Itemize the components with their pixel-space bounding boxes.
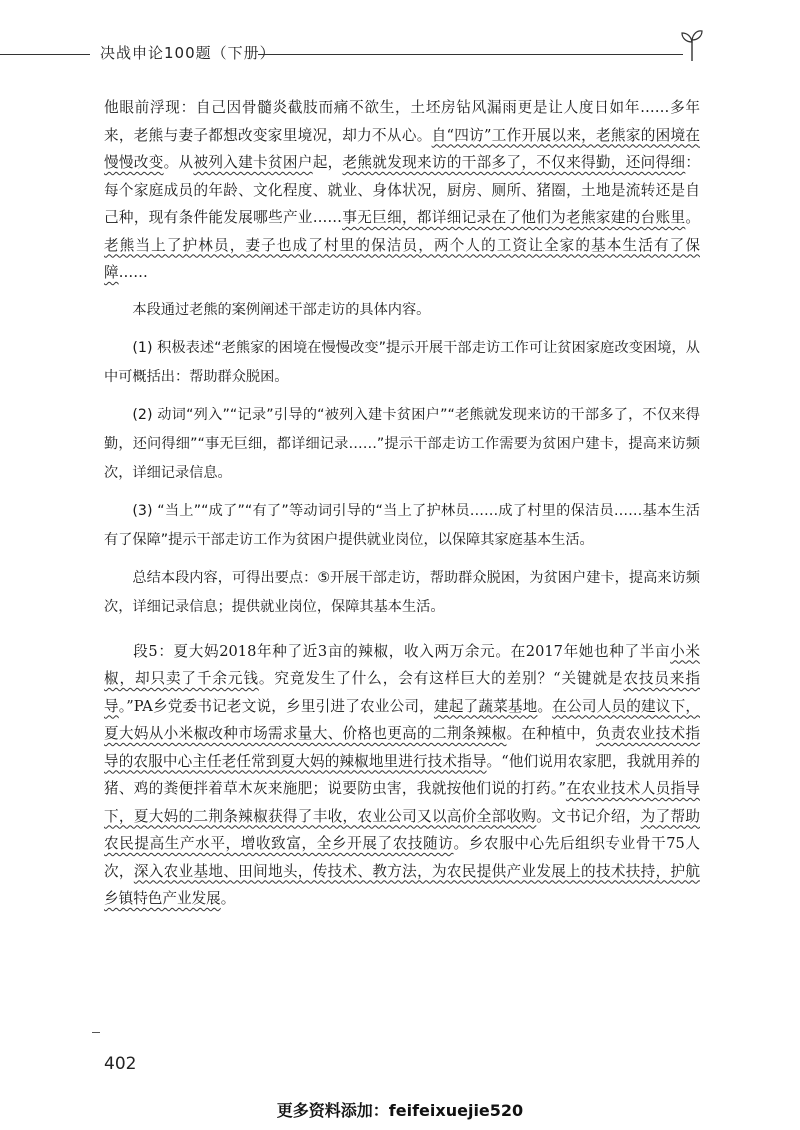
source-paragraph-4 xyxy=(104,94,700,287)
analysis-point-3: (3) “当上”“成了”“有了”等动词引导的“当上了护林员……成了村里的保洁员……基本生活有了保障”提示干部走访工作为贫困户提供就业岗位，以保障其家庭基本生活。 xyxy=(104,502,700,548)
underlined-phrase: 深入农业基地、田间地头，传技术、教方法，为农民提供产业发展上的技术扶持，护航乡镇特色产业发展 xyxy=(104,862,700,907)
text-segment: 。究竟发生了什么，会有这样巨大的差别？“关键就是 xyxy=(258,670,624,687)
analysis-point-1: (1) 积极表述“老熊家的困境在慢慢改变”提示开展干部走访工作可让贫困家庭改变困境，从中可概括出：帮助群众脱困。 xyxy=(104,339,700,385)
underlined-phrase: 为了帮助农民提高生产水平，增收致富，全乡开展了农技随访 xyxy=(104,807,700,852)
underlined-phrase: 老熊当上了护林员，妻子也成了村里的保洁员，两个人的工资让全家的基本生活有了保障 xyxy=(104,236,700,281)
underlined-phrase: 在公司人员的建议下，夏大妈从小米椒改种市场需求量大、价格也更高的二荆条辣椒 xyxy=(104,697,700,742)
underlined-phrase: 在农业技术人员指导下，夏大妈的二荆条辣椒获得了丰收，农业公司又以高价全部收购 xyxy=(104,780,700,825)
text-segment: 。乡农服中心先后组织专业骨干75人次， xyxy=(104,835,700,880)
margin-mark xyxy=(92,1032,100,1033)
underlined-phrase: 农技员来指导 xyxy=(104,670,700,715)
text-segment: 起， xyxy=(312,154,343,171)
text-segment: 。 xyxy=(685,209,700,226)
text-segment: ：每个家庭成员的年龄、文化程度、就业、身体状况，厨房、厕所、猪圈，土地是流转还是自己种，现有条件能发展哪些产业…… xyxy=(104,154,700,226)
source-paragraph-5 xyxy=(104,638,700,913)
text-segment: 。“他们说用农家肥，我就用养的猪、鸡的粪便拌着草木灰来施肥；说要防虫害，我就按他们说的打药。” xyxy=(104,752,700,797)
underlined-phrase: 事无巨细，都详细记录在了他们为老熊家建的台账里 xyxy=(342,209,686,226)
text-segment: 段5：夏大妈2018年种了近3亩的辣椒，收入两万余元。在2017年她也种了半亩 xyxy=(133,642,671,660)
text-segment: 。 xyxy=(220,890,236,907)
text-segment: …… xyxy=(118,264,148,281)
text-segment: 。 xyxy=(537,697,553,715)
text-segment: 。在种植中， xyxy=(506,725,596,742)
page-body xyxy=(104,94,700,913)
header-rule-left xyxy=(0,54,90,55)
header-title: 决战申论100题（下册） xyxy=(100,44,276,62)
text-segment: 。”PA乡党委书记老文说，乡里引进了农业公司， xyxy=(118,697,434,715)
text-segment: 他眼前浮现：自己因骨髓炎截肢而痛不欲生，土坯房钻风漏雨更是让人度日如年……多年来，老熊与妻子都想改变家里境况，却力不从心。 xyxy=(104,99,700,144)
underlined-phrase: 自“四访”工作开展以来，老熊家的困境在慢慢改变 xyxy=(104,126,700,171)
page-number: 402 xyxy=(104,1054,137,1074)
sprout-icon xyxy=(680,28,704,62)
underlined-phrase: 老熊就发现来访的干部多了，不仅来得勤，还问得细 xyxy=(342,154,686,171)
underlined-phrase: 被列入建卡贫困户 xyxy=(193,154,313,171)
text-segment: 。从 xyxy=(163,154,194,171)
header-rule-right xyxy=(258,54,683,55)
underlined-phrase: 建起了蔬菜基地 xyxy=(433,697,538,715)
text-segment: 。文书记介绍， xyxy=(536,807,641,825)
footer-note: 更多资料添加：feifeixuejie520 xyxy=(276,1101,524,1120)
analysis-intro: 本段通过老熊的案例阐述干部走访的具体内容。 xyxy=(132,301,431,318)
underlined-phrase: 负责农业技术指导的农服中心主任老任常到夏大妈的辣椒地里进行技术指导 xyxy=(104,725,700,770)
underlined-phrase: 小米椒，却只卖了千余元钱 xyxy=(104,642,700,687)
analysis-point-2: (2) 动词“列入”“记录”引导的“被列入建卡贫困户”“老熊就发现来访的干部多了，不仅来得勤，还问得细”“事无巨细，都详细记录……”提示干部走访工作需要为贫困户建卡，提高来访频次，详细记录信息。 xyxy=(104,406,700,481)
analysis-summary: 总结本段内容，可得出要点：⑤开展干部走访，帮助群众脱困，为贫困户建卡，提高来访频次，详细记录信息；提供就业岗位，保障其基本生活。 xyxy=(104,569,700,615)
running-header xyxy=(0,34,800,74)
